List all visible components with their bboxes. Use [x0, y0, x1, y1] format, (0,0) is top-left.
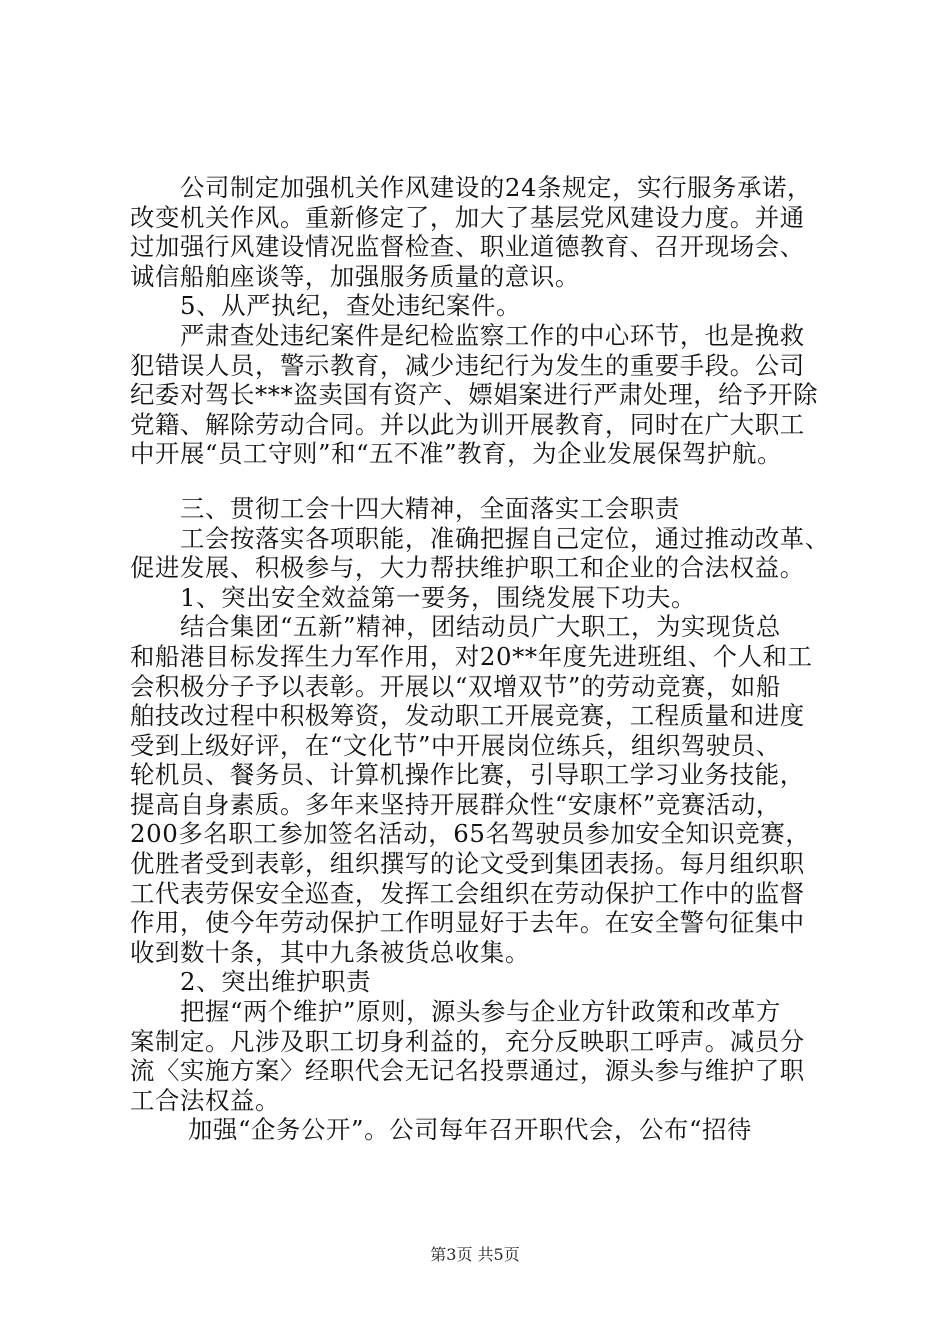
paragraph-line: 诚信船舶座谈等，加强服务质量的意识。: [130, 261, 580, 291]
paragraph-line: 公司制定加强机关作风建设的24条规定，实行服务承诺，: [180, 173, 813, 202]
section-heading: 1、突出安全效益第一要务，围绕发展下功夫。: [180, 582, 696, 612]
paragraph-line: 受到上级好评，在“文化节”中开展岗位练兵，组织驾驶员、: [130, 730, 781, 760]
paragraph-line: 工合法权益。: [130, 1085, 280, 1115]
section-heading: 2、突出维护职责: [180, 967, 372, 997]
paragraph-line: 会积极分子予以表彰。开展以“双增双节”的劳动竞赛，如船: [130, 671, 781, 701]
paragraph-line: 犯错误人员，警示教育，减少违纪行为发生的重要手段。公司: [130, 350, 805, 380]
paragraph-line: 案制定。凡涉及职工切身利益的，充分反映职工呼声。减员分: [130, 1026, 805, 1056]
paragraph-line: 促进发展、积极参与，大力帮扶维护职工和企业的合法权益。: [130, 553, 805, 583]
paragraph-line: 提高自身素质。多年来坚持开展群众性“安康杯”竞赛活动，: [130, 789, 781, 819]
paragraph-line: 改变机关作风。重新修定了，加大了基层党风建设力度。并通: [130, 202, 805, 232]
paragraph-line: 流〈实施方案〉经职代会无记名投票通过，源头参与维护了职: [130, 1056, 805, 1086]
paragraph-line: 优胜者受到表彰，组织撰写的论文受到集团表扬。每月组织职: [130, 849, 805, 879]
paragraph-line: 把握“两个维护”原则，源头参与企业方针政策和改革方: [180, 997, 781, 1027]
paragraph-line: 严肃查处违纪案件是纪检监察工作的中心环节，也是挽救: [180, 320, 805, 350]
paragraph-line: 轮机员、餐务员、计算机操作比赛，引导职工学习业务技能，: [130, 760, 805, 790]
paragraph-line: 作用，使今年劳动保护工作明显好于去年。在安全警句征集中: [130, 908, 805, 938]
paragraph-line: 加强“企务公开”。公司每年召开职代会，公布“招待: [188, 1115, 753, 1145]
paragraph-line: 工代表劳保安全巡查，发挥工会组织在劳动保护工作中的监督: [130, 878, 805, 908]
paragraph-line: 工会按落实各项职能，准确把握自己定位，通过推动改革、: [180, 523, 830, 553]
paragraph-line: 纪委对驾长***盗卖国有资产、嫖娼案进行严肃处理，给予开除: [130, 380, 819, 410]
paragraph-line: 过加强行风建设情况监督检查、职业道德教育、召开现场会、: [130, 232, 805, 262]
paragraph-gap: [130, 469, 842, 494]
paragraph-line: 舶技改过程中积极筹资，发动职工开展竞赛，工程质量和进度: [130, 701, 805, 731]
paragraph-line: 中开展“员工守则”和“五不准”教育，为企业发展保驾护航。: [130, 439, 783, 469]
paragraph-line: 和船港目标发挥生力军作用，对20**年度先进班组、个人和工: [130, 641, 813, 671]
paragraph-line: 收到数十条，其中九条被货总收集。: [130, 937, 530, 967]
section-heading: 5、从严执纪，查处违纪案件。: [180, 291, 521, 321]
page-footer: 第3页 共5页: [430, 1245, 520, 1264]
section-heading: 三、贯彻工会十四大精神，全面落实工会职责: [180, 493, 680, 523]
paragraph-line: 党籍、解除劳动合同。并以此为训开展教育，同时在广大职工: [130, 409, 805, 439]
paragraph-line: 200多名职工参加签名活动，65名驾驶员参加安全知识竞赛，: [130, 819, 811, 849]
paragraph-line: 结合集团“五新”精神，团结动员广大职工，为实现货总: [180, 612, 781, 642]
document-body: [130, 173, 842, 1145]
